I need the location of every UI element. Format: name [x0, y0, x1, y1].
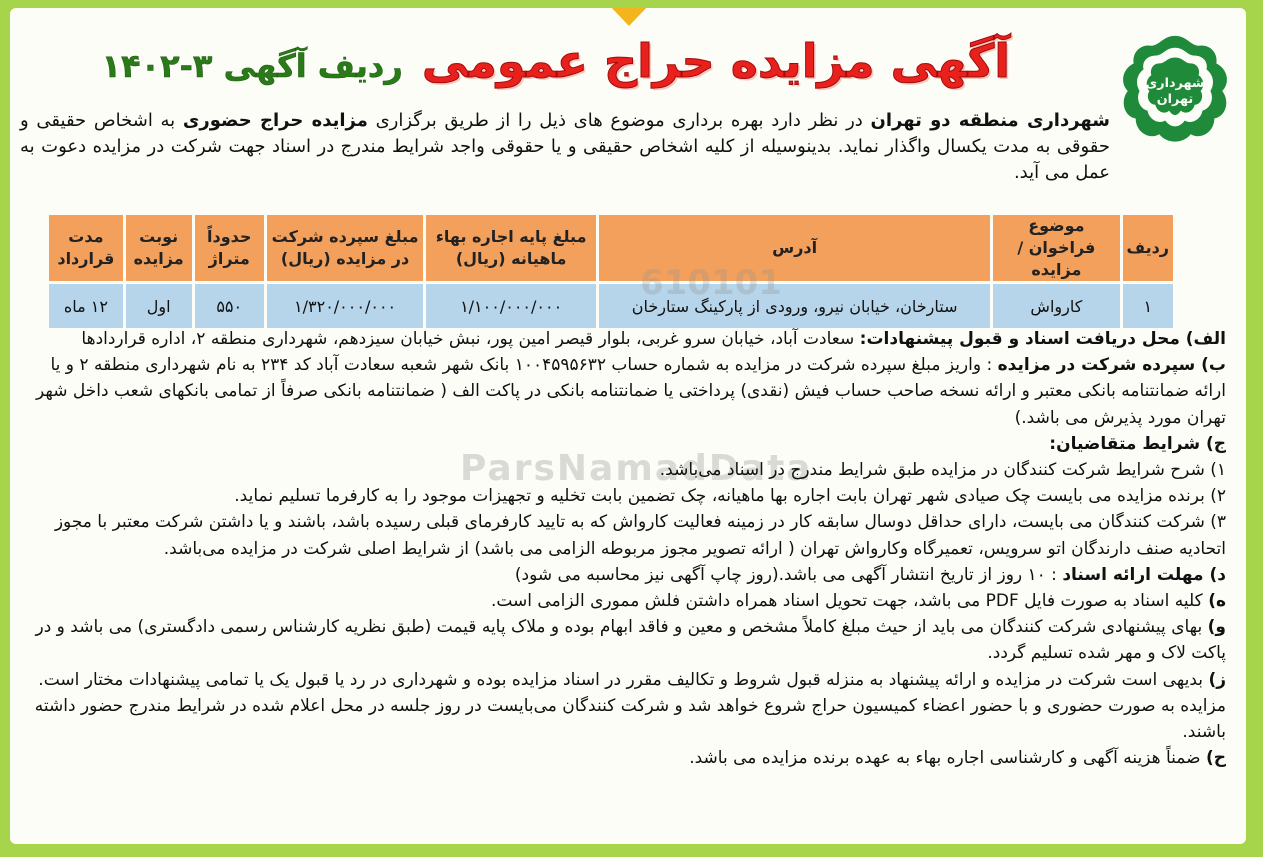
section-g-lead: ز) [1208, 669, 1226, 690]
section-e-text: کلیه اسناد به صورت فایل PDF می باشد، جهت تحویل اسناد همراه داشتن فلش مموری الزامی است. [490, 591, 1209, 612]
tehran-municipality-logo-icon [1116, 30, 1234, 148]
condition-3-text: ۳) شرکت کنندگان می بایست، دارای حداقل دوسال سابقه کار در زمینه فعالیت کارواش که به تایید کارفرمای قبلی رسیده باشد، باشند و یا داشتن شرکت معتبر با مجوز اتحادیه صنف دارندگان اتو سرویس، تعمیرگاه وکارواش تهران ( ارائه تصویر مجوز مربوطه الزامی می باشد) از شرایط اصلی شرکت در مزایده می‌باشد. [54, 512, 1226, 559]
section-e [26, 588, 1226, 614]
section-e-lead: ه) [1208, 591, 1226, 612]
cell-duration: ۱۲ ماه [49, 284, 123, 328]
condition-1-text: ۱) شرح شرایط شرکت کنندگان در مزایده طبق شرایط مندرج در اسناد می‌باشد. [659, 460, 1226, 481]
title-main: آگهی مزایده حراج عمومی [421, 34, 1010, 88]
intro-text1: در نظر دارد بهره برداری موضوع های ذیل را از طریق برگزاری [367, 110, 871, 131]
header-duration: مدت قرارداد [49, 215, 123, 281]
condition-2 [26, 483, 1226, 509]
section-g [26, 667, 1226, 746]
section-h-lead: ح) [1205, 748, 1226, 769]
section-a-text: سعادت آباد، خیابان سرو غربی، بلوار قیصر امین پور، نبش خیابان سیزدهم، شهرداری منطقه ۲، اداره قراردادها [81, 329, 860, 349]
cell-area: ۵۵۰ [195, 284, 264, 328]
svg-text:شهرداری: شهرداری [1145, 76, 1205, 92]
notice-title [101, 34, 1010, 100]
header-base-rent: مبلغ پایه اجاره بهاء ماهیانه (ریال) [426, 215, 596, 281]
intro-method: مزایده حراج حضوری [182, 110, 368, 131]
intro-org: شهرداری منطقه دو تهران [870, 110, 1110, 131]
condition-3 [26, 509, 1226, 561]
section-g-text: بدیهی است شرکت در مزایده و ارائه پیشنهاد به منزله قبول شروط و تکالیف مقرر در اسناد مزایده بوده و شهرداری در رد یا قبول یک یا تمامی پیشنهادات مختار است. مزایده به صورت حضوری و با حضور اعضاء کمیسیون حراج شروع خواهد شد و شرکت کنندگان می‌بایست در روز جلسه در محل اعلام شده در شرایط مندرج حضور داشته باشند. [34, 669, 1226, 743]
svg-text:تهران: تهران [1156, 91, 1194, 107]
section-h [26, 745, 1226, 771]
header-row-number: ردیف [1123, 215, 1173, 281]
section-f [26, 614, 1226, 666]
title-sub: ردیف آگهی ۳-۱۴۰۲ [101, 47, 403, 85]
header-round: نوبت مزایده [126, 215, 192, 281]
intro-text2: به اشخاص حقیقی و حقوقی به مدت یکسال واگذار نماید. بدینوسیله از کلیه اشخاص حقیقی و یا حقوقی واجد شرایط مندرج در اسناد جهت شرکت در مزایده دعوت به عمل می آید. [20, 110, 1110, 183]
auction-items-table [46, 212, 1176, 331]
top-notch-decoration [608, 8, 650, 26]
cell-deposit: ۱/۳۲۰/۰۰۰/۰۰۰ [267, 284, 423, 328]
conditions-text [26, 326, 1226, 771]
section-b-text: : واریز مبلغ سپرده شرکت در مزایده به شماره حساب ۱۰۰۴۵۹۵۶۳۲ بانک شهر شعبه سعادت آباد کد ۲۳۴ به نام شهرداری منطقه ۲ و یا ارائه ضمانتنامه بانکی معتبر و ارائه نسخه صاحب حساب فیش (نقدی) پرداختی یا ضمانتنامه بانکی در پاکت الف ( ضمانتنامه بانکی صرفاً از تمامی بانکهای شعب داخل شهر تهران مورد پذیرش می باشد.) [35, 355, 1226, 428]
section-h-text: ضمناً هزینه آگهی و کارشناسی اجاره بهاء به عهده برنده مزایده می باشد. [689, 748, 1206, 769]
intro-paragraph [20, 108, 1110, 186]
section-d-text: : ۱۰ روز از تاریخ انتشار آگهی می باشد.(روز چاپ آگهی نیز محاسبه می شود) [514, 564, 1063, 585]
cell-round: اول [126, 284, 192, 328]
cell-subject: کارواش [993, 284, 1119, 328]
condition-1 [26, 457, 1226, 483]
section-b-lead: ب) سپرده شرکت در مزایده [997, 355, 1226, 376]
header-subject: موضوع فراخوان / مزایده [993, 215, 1119, 281]
section-a [26, 326, 1226, 352]
header-address: آدرس [599, 215, 990, 281]
cell-address: ستارخان، خیابان نیرو، ورودی از پارکینگ ستارخان [599, 284, 990, 328]
watermark-text: ParsNamadData [460, 448, 813, 489]
section-c-lead: ج) شرایط متقاضیان: [1049, 433, 1226, 454]
cell-row-number: ۱ [1123, 284, 1173, 328]
table-row [49, 284, 1173, 328]
section-c [26, 431, 1226, 457]
notice-frame [10, 8, 1246, 844]
section-b [26, 352, 1226, 431]
section-d [26, 562, 1226, 588]
section-a-lead: الف) محل دریافت اسناد و قبول پیشنهادات: [859, 329, 1226, 349]
condition-2-text: ۲) برنده مزایده می بایست چک صیادی شهر تهران بابت اجاره بها ماهیانه، چک تضمین بابت تخلیه و تجهیزات موجود را به کارفرما تسلیم نماید. [234, 486, 1226, 507]
table-header-row [49, 215, 1173, 281]
section-f-text: بهای پیشنهادی شرکت کنندگان می باید از حیث مبلغ کاملاً مشخص و معین و فاقد ابهام بوده و ملاک پایه قیمت (طبق نظریه کارشناس رسمی دادگستری) می باشد و در پاکت لاک و مهر شده تسلیم گردد. [35, 617, 1226, 664]
cell-base-rent: ۱/۱۰۰/۰۰۰/۰۰۰ [426, 284, 596, 328]
watermark-number: 610101 [640, 263, 782, 303]
header-area: حدوداً متراژ [195, 215, 264, 281]
section-d-lead: د) مهلت ارائه اسناد [1062, 564, 1226, 585]
section-f-lead: و) [1207, 617, 1226, 638]
header-deposit: مبلغ سپرده شرکت در مزایده (ریال) [267, 215, 423, 281]
